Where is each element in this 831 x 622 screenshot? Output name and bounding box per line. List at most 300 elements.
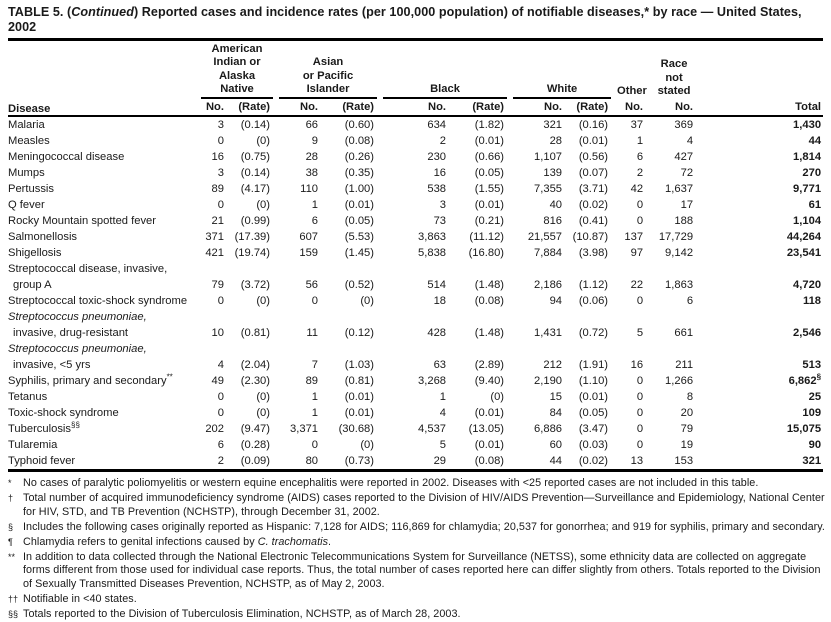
table-row bbox=[8, 245, 823, 261]
value-cell: (1.45) bbox=[344, 247, 375, 260]
disease-name: Syphilis, primary and secondary** bbox=[8, 372, 173, 388]
table-row bbox=[8, 229, 823, 245]
value-cell: (2.04) bbox=[240, 359, 271, 372]
value-cell: 0 bbox=[636, 423, 644, 436]
disease-name: Pertussis bbox=[8, 183, 55, 196]
value-cell: 38 bbox=[305, 167, 319, 180]
value-cell: (1.12) bbox=[578, 279, 609, 292]
footnote-marker: § bbox=[8, 521, 14, 532]
value-cell: 22 bbox=[630, 279, 644, 292]
value-cell bbox=[230, 309, 276, 325]
value-cell: 7,355 bbox=[534, 183, 563, 196]
disease-name: Streptococcal toxic-shock syndrome bbox=[8, 295, 188, 308]
table-row bbox=[8, 373, 823, 389]
value-cell: 0 bbox=[636, 391, 644, 404]
value-cell: (0.08) bbox=[474, 295, 505, 308]
value-cell: 21,557 bbox=[527, 231, 563, 244]
value-cell: 9,142 bbox=[665, 247, 694, 260]
footnote-marker: † bbox=[8, 493, 14, 504]
header-group-row bbox=[8, 41, 823, 99]
value-cell: (3.47) bbox=[578, 423, 609, 436]
value-cell bbox=[614, 309, 649, 325]
disease-name: invasive, drug-resistant bbox=[13, 327, 129, 340]
value-cell bbox=[649, 309, 699, 325]
disease-col-label: Disease bbox=[8, 103, 51, 116]
disease-name: Streptococcal disease, invasive, bbox=[8, 263, 168, 276]
total-cell bbox=[699, 309, 823, 325]
value-cell bbox=[380, 261, 452, 277]
disease-name: Streptococcus pneumoniae, bbox=[8, 343, 147, 356]
value-cell bbox=[230, 341, 276, 357]
value-cell: 3,863 bbox=[418, 231, 447, 244]
disease-name: Rocky Mountain spotted fever bbox=[8, 215, 156, 228]
value-cell: 538 bbox=[427, 183, 447, 196]
value-cell: 4 bbox=[439, 407, 447, 420]
value-cell: 2,186 bbox=[534, 279, 563, 292]
footnote-text: Chlamydia refers to genital infections caused by C. trachomatis. bbox=[23, 535, 332, 548]
value-cell: 56 bbox=[305, 279, 319, 292]
disease-name: Tetanus bbox=[8, 391, 48, 404]
value-cell bbox=[568, 261, 614, 277]
value-cell: 428 bbox=[427, 327, 447, 340]
value-cell bbox=[568, 341, 614, 357]
value-cell: 3,268 bbox=[418, 375, 447, 388]
disease-name: Typhoid fever bbox=[8, 453, 198, 471]
value-cell: 661 bbox=[674, 327, 694, 340]
col-header-disease bbox=[8, 41, 198, 116]
group-label-american-indian: American Indian or Alaska Native bbox=[201, 43, 273, 99]
total-cell: 61 bbox=[808, 199, 822, 212]
value-cell: (1.48) bbox=[474, 327, 505, 340]
value-cell: 1,863 bbox=[665, 279, 694, 292]
footnote-text: Totals reported to the Division of Tuberculosis Elimination, NCHSTP, as of March 28, 2003. bbox=[23, 607, 461, 620]
title-part3: ) Reported cases and incidence rates (per 100,000 population) of notifiable diseases,* by race — United States, 2002 bbox=[8, 5, 802, 35]
value-cell bbox=[614, 261, 649, 277]
subcol-api-rate: (Rate) bbox=[324, 99, 380, 116]
table-row bbox=[8, 405, 823, 421]
value-cell: (3.98) bbox=[578, 247, 609, 260]
value-cell: (0.21) bbox=[474, 215, 505, 228]
value-cell: 44 bbox=[510, 453, 568, 471]
value-cell: 37 bbox=[630, 119, 644, 132]
value-cell: 3 bbox=[439, 199, 447, 212]
value-cell: (1.82) bbox=[474, 119, 505, 132]
value-cell bbox=[452, 309, 510, 325]
value-cell: (0.05) bbox=[578, 407, 609, 420]
value-cell bbox=[198, 261, 230, 277]
value-cell: 4,537 bbox=[418, 423, 447, 436]
total-cell bbox=[699, 261, 823, 277]
col-group-asian-pacific bbox=[276, 41, 380, 99]
footnote-text: In addition to data collected through the National Electronic Telecommunications System for Surveillance (NETSS), some ethnicity data are collected on aggregate forms different from those used for individual case reports. Thus, the total number of cases reported here can differ slightly from others. Totals reported to the Division of Sexually Transmitted Diseases Prevention, NCHSTP, as of May 2, 2003. bbox=[23, 551, 821, 590]
value-cell: 2,190 bbox=[534, 375, 563, 388]
value-cell: (0.07) bbox=[578, 167, 609, 180]
value-cell bbox=[452, 261, 510, 277]
disease-name: Tuberculosis§§ bbox=[8, 420, 80, 436]
value-cell: 1,637 bbox=[665, 183, 694, 196]
value-cell: 28 bbox=[549, 135, 563, 148]
table-row bbox=[8, 213, 823, 229]
value-cell: (0.56) bbox=[578, 151, 609, 164]
subcol-total: Total bbox=[699, 99, 823, 116]
value-cell: 427 bbox=[674, 151, 694, 164]
value-cell: 139 bbox=[543, 167, 563, 180]
value-cell: 79 bbox=[680, 423, 694, 436]
value-cell: 11 bbox=[306, 327, 319, 340]
table-row bbox=[8, 421, 823, 437]
value-cell: 13 bbox=[614, 453, 649, 471]
value-cell: 816 bbox=[543, 215, 563, 228]
value-cell: 7 bbox=[311, 359, 319, 372]
value-cell: 110 bbox=[300, 183, 319, 196]
subcol-black-rate: (Rate) bbox=[452, 99, 510, 116]
value-cell: (0.75) bbox=[240, 151, 271, 164]
table-row bbox=[8, 293, 823, 309]
value-cell: (0.08) bbox=[344, 135, 375, 148]
total-cell: 270 bbox=[802, 167, 822, 180]
table-row bbox=[8, 261, 823, 277]
value-cell: 0 bbox=[636, 439, 644, 452]
value-cell: 16 bbox=[630, 359, 644, 372]
subcol-other-no: No. bbox=[614, 99, 649, 116]
value-cell: 63 bbox=[433, 359, 447, 372]
total-cell: 1,814 bbox=[793, 151, 822, 164]
value-cell: 10 bbox=[211, 327, 224, 340]
value-cell: (0.16) bbox=[578, 119, 609, 132]
value-cell: 15 bbox=[549, 391, 563, 404]
value-cell bbox=[324, 309, 380, 325]
value-cell: (10.87) bbox=[572, 231, 609, 244]
value-cell: (3.72) bbox=[240, 279, 271, 292]
total-cell: 9,771 bbox=[793, 183, 822, 196]
table-row bbox=[8, 277, 823, 293]
table-row bbox=[8, 165, 823, 181]
value-cell: (0.01) bbox=[344, 407, 375, 420]
value-cell: 514 bbox=[427, 279, 447, 292]
total-cell: 23,541 bbox=[786, 247, 822, 260]
value-cell: (0.01) bbox=[474, 407, 505, 420]
value-cell: (0.06) bbox=[578, 295, 609, 308]
subcol-black-no: No. bbox=[380, 99, 452, 116]
value-cell: (0.81) bbox=[344, 375, 375, 388]
total-cell: 15,075 bbox=[786, 423, 822, 436]
value-cell: (2.30) bbox=[240, 375, 271, 388]
notifiable-diseases-table bbox=[8, 41, 823, 472]
value-cell: 6 bbox=[217, 439, 224, 452]
value-cell: 1,107 bbox=[534, 151, 563, 164]
value-cell: (16.80) bbox=[468, 247, 505, 260]
value-cell: 0 bbox=[636, 199, 644, 212]
value-cell: (0.35) bbox=[344, 167, 375, 180]
footnote bbox=[8, 492, 826, 518]
value-cell: (0.02) bbox=[578, 199, 609, 212]
value-cell: 0 bbox=[217, 391, 224, 404]
value-cell: (0.73) bbox=[324, 453, 380, 471]
value-cell: (30.68) bbox=[338, 423, 375, 436]
value-cell bbox=[230, 261, 276, 277]
value-cell: (1.48) bbox=[474, 279, 505, 292]
table-row bbox=[8, 181, 823, 197]
value-cell: (0.66) bbox=[474, 151, 505, 164]
disease-name: Q fever bbox=[8, 199, 45, 212]
value-cell: 1 bbox=[439, 391, 447, 404]
value-cell: (0) bbox=[256, 295, 271, 308]
value-cell: (1.91) bbox=[578, 359, 609, 372]
value-cell: 28 bbox=[305, 151, 319, 164]
value-cell bbox=[649, 341, 699, 357]
subcol-white-rate: (Rate) bbox=[568, 99, 614, 116]
value-cell: 212 bbox=[543, 359, 563, 372]
footnote bbox=[8, 608, 826, 621]
value-cell: 72 bbox=[680, 167, 694, 180]
value-cell: (0.26) bbox=[344, 151, 375, 164]
value-cell: 153 bbox=[649, 453, 699, 471]
subcol-aian-no: No. bbox=[198, 99, 230, 116]
value-cell: 0 bbox=[636, 215, 644, 228]
value-cell: (1.10) bbox=[578, 375, 609, 388]
value-cell: 89 bbox=[211, 183, 224, 196]
value-cell: 0 bbox=[311, 439, 319, 452]
value-cell: (2.89) bbox=[474, 359, 505, 372]
total-cell: 109 bbox=[802, 407, 822, 420]
value-cell: 1,431 bbox=[534, 327, 563, 340]
footnote bbox=[8, 551, 826, 591]
value-cell: 0 bbox=[311, 295, 319, 308]
value-cell: (1.03) bbox=[344, 359, 375, 372]
disease-name: Measles bbox=[8, 135, 50, 148]
value-cell: (0.01) bbox=[474, 439, 505, 452]
value-cell: (9.47) bbox=[240, 423, 271, 436]
value-cell: 137 bbox=[624, 231, 644, 244]
value-cell: 19 bbox=[680, 439, 694, 452]
table-row bbox=[8, 325, 823, 341]
value-cell: 66 bbox=[305, 119, 319, 132]
subcol-aian-rate: (Rate) bbox=[230, 99, 276, 116]
value-cell: 16 bbox=[211, 151, 224, 164]
value-cell: 0 bbox=[636, 295, 644, 308]
total-cell: 44 bbox=[808, 135, 822, 148]
value-cell: (0.01) bbox=[344, 391, 375, 404]
table-row bbox=[8, 341, 823, 357]
value-cell bbox=[276, 341, 324, 357]
value-cell: (0) bbox=[490, 391, 505, 404]
value-cell bbox=[614, 341, 649, 357]
value-cell: 321 bbox=[543, 119, 563, 132]
value-cell: 89 bbox=[305, 375, 319, 388]
value-cell: 634 bbox=[427, 119, 447, 132]
value-cell: 29 bbox=[380, 453, 452, 471]
total-cell: 1,104 bbox=[793, 215, 822, 228]
value-cell: 8 bbox=[686, 391, 694, 404]
total-cell: 6,862§ bbox=[788, 372, 822, 388]
value-cell: (0.01) bbox=[578, 135, 609, 148]
value-cell: 202 bbox=[205, 423, 224, 436]
value-cell bbox=[198, 341, 230, 357]
table-body bbox=[8, 116, 823, 471]
value-cell: (0.02) bbox=[568, 453, 614, 471]
footnote bbox=[8, 521, 826, 534]
value-cell: 40 bbox=[549, 199, 563, 212]
value-cell: 84 bbox=[549, 407, 563, 420]
value-cell: (0.01) bbox=[578, 391, 609, 404]
value-cell: 371 bbox=[205, 231, 224, 244]
disease-name: group A bbox=[13, 279, 52, 292]
table-row bbox=[8, 116, 823, 133]
footnote-marker: ** bbox=[8, 552, 16, 563]
value-cell: (0.99) bbox=[240, 215, 271, 228]
value-cell: (0.14) bbox=[240, 167, 271, 180]
subcol-not-stated-no: No. bbox=[649, 99, 699, 116]
value-cell: (5.53) bbox=[344, 231, 375, 244]
value-cell: 159 bbox=[299, 247, 319, 260]
value-cell bbox=[380, 309, 452, 325]
value-cell bbox=[276, 261, 324, 277]
value-cell: (4.17) bbox=[240, 183, 271, 196]
value-cell: (0) bbox=[256, 199, 271, 212]
value-cell: (0) bbox=[256, 391, 271, 404]
value-cell: 1 bbox=[311, 391, 319, 404]
value-cell: (0) bbox=[360, 295, 375, 308]
value-cell: 17,729 bbox=[658, 231, 694, 244]
footnote bbox=[8, 593, 826, 606]
col-group-total-spacer bbox=[699, 41, 823, 99]
value-cell: (0.03) bbox=[578, 439, 609, 452]
value-cell: (13.05) bbox=[468, 423, 505, 436]
value-cell bbox=[276, 309, 324, 325]
col-group-american-indian bbox=[198, 41, 276, 99]
group-label-other: Other bbox=[617, 84, 647, 97]
footnote-marker: §§ bbox=[8, 608, 19, 619]
col-group-race-not-stated bbox=[649, 41, 699, 99]
value-cell: 369 bbox=[674, 119, 694, 132]
value-cell: 73 bbox=[433, 215, 447, 228]
value-cell: 0 bbox=[636, 407, 644, 420]
value-cell bbox=[324, 341, 380, 357]
value-cell: (0) bbox=[256, 407, 271, 420]
value-cell: 5 bbox=[439, 439, 447, 452]
disease-name: Malaria bbox=[8, 119, 45, 132]
value-cell bbox=[324, 261, 380, 277]
value-cell: 4 bbox=[217, 359, 224, 372]
total-cell: 513 bbox=[802, 359, 822, 372]
value-cell: (1.00) bbox=[344, 183, 375, 196]
col-group-black bbox=[380, 41, 510, 99]
value-cell: 18 bbox=[433, 295, 447, 308]
value-cell bbox=[568, 309, 614, 325]
disease-name: Meningococcal disease bbox=[8, 151, 125, 164]
total-cell: 25 bbox=[808, 391, 822, 404]
value-cell bbox=[510, 341, 568, 357]
value-cell: (0.01) bbox=[474, 135, 505, 148]
footnote bbox=[8, 536, 826, 549]
value-cell: (0.12) bbox=[344, 327, 375, 340]
value-cell: 3,371 bbox=[290, 423, 319, 436]
value-cell: 4 bbox=[686, 135, 694, 148]
subcol-api-no: No. bbox=[276, 99, 324, 116]
value-cell: 1 bbox=[636, 135, 644, 148]
total-cell bbox=[699, 341, 823, 357]
total-cell: 90 bbox=[808, 439, 822, 452]
value-cell: 421 bbox=[205, 247, 224, 260]
value-cell: (0.41) bbox=[578, 215, 609, 228]
value-cell: (11.12) bbox=[469, 231, 505, 244]
footnote-marker: †† bbox=[8, 593, 19, 604]
value-cell: (0.05) bbox=[474, 167, 505, 180]
value-cell: 6,886 bbox=[534, 423, 563, 436]
table-row bbox=[8, 357, 823, 373]
value-cell: 20 bbox=[680, 407, 694, 420]
value-cell: (0) bbox=[256, 135, 271, 148]
value-cell: (1.55) bbox=[474, 183, 505, 196]
disease-name: invasive, <5 yrs bbox=[13, 359, 91, 372]
value-cell: (0.01) bbox=[474, 199, 505, 212]
value-cell: 21 bbox=[211, 215, 224, 228]
table-row bbox=[8, 453, 823, 471]
value-cell: 230 bbox=[427, 151, 447, 164]
table-title bbox=[8, 5, 826, 35]
value-cell: 0 bbox=[636, 375, 644, 388]
group-label-black: Black bbox=[383, 83, 507, 99]
footnote-marker: ¶ bbox=[8, 536, 13, 547]
value-cell: (0.72) bbox=[578, 327, 609, 340]
value-cell bbox=[649, 261, 699, 277]
value-cell: 3 bbox=[217, 119, 224, 132]
footnote bbox=[8, 477, 826, 490]
footnote-text: Notifiable in <40 states. bbox=[23, 592, 137, 605]
table-row bbox=[8, 133, 823, 149]
value-cell: 2 bbox=[636, 167, 644, 180]
value-cell: 6 bbox=[636, 151, 644, 164]
footnote-text: No cases of paralytic poliomyelitis or western equine encephalitis were reported in 2002. Diseases with <25 reported cases are not included in this table. bbox=[23, 477, 759, 490]
value-cell bbox=[380, 341, 452, 357]
value-cell: 5,838 bbox=[418, 247, 447, 260]
value-cell: 79 bbox=[211, 279, 224, 292]
table-row bbox=[8, 309, 823, 325]
value-cell: 0 bbox=[217, 407, 224, 420]
value-cell: 7,884 bbox=[534, 247, 563, 260]
value-cell: (0.81) bbox=[240, 327, 271, 340]
value-cell: 2 bbox=[439, 135, 447, 148]
total-cell: 2,546 bbox=[793, 327, 822, 340]
value-cell: 211 bbox=[675, 359, 694, 372]
value-cell: (9.40) bbox=[474, 375, 505, 388]
footnote-marker: * bbox=[8, 478, 12, 489]
table-header bbox=[8, 41, 823, 116]
value-cell bbox=[198, 309, 230, 325]
value-cell: (19.74) bbox=[234, 247, 271, 260]
value-cell: 60 bbox=[549, 439, 563, 452]
footnote-text: Total number of acquired immunodeficiency syndrome (AIDS) cases reported to the Division of HIV/AIDS Prevention—Surveillance and Epidemiology, National Center for HIV, STD, and TB Prevention (NCHSTP), through December 31, 2002. bbox=[23, 492, 825, 518]
value-cell: 16 bbox=[433, 167, 447, 180]
group-label-asian-pacific: Asian or Pacific Islander bbox=[279, 56, 377, 99]
col-group-other bbox=[614, 41, 649, 99]
total-cell: 44,264 bbox=[786, 231, 822, 244]
table-row bbox=[8, 437, 823, 453]
value-cell: (0.08) bbox=[452, 453, 510, 471]
table-row bbox=[8, 197, 823, 213]
total-cell: 4,720 bbox=[793, 279, 822, 292]
total-cell: 118 bbox=[802, 295, 822, 308]
value-cell: (0.14) bbox=[240, 119, 271, 132]
title-continued: Continued bbox=[71, 5, 134, 19]
table-row bbox=[8, 149, 823, 165]
title-part1: TABLE 5. ( bbox=[8, 5, 72, 19]
value-cell: (3.71) bbox=[578, 183, 609, 196]
table-row bbox=[8, 389, 823, 405]
value-cell: (0.05) bbox=[344, 215, 375, 228]
disease-name: Mumps bbox=[8, 167, 45, 180]
value-cell: 6 bbox=[311, 215, 319, 228]
